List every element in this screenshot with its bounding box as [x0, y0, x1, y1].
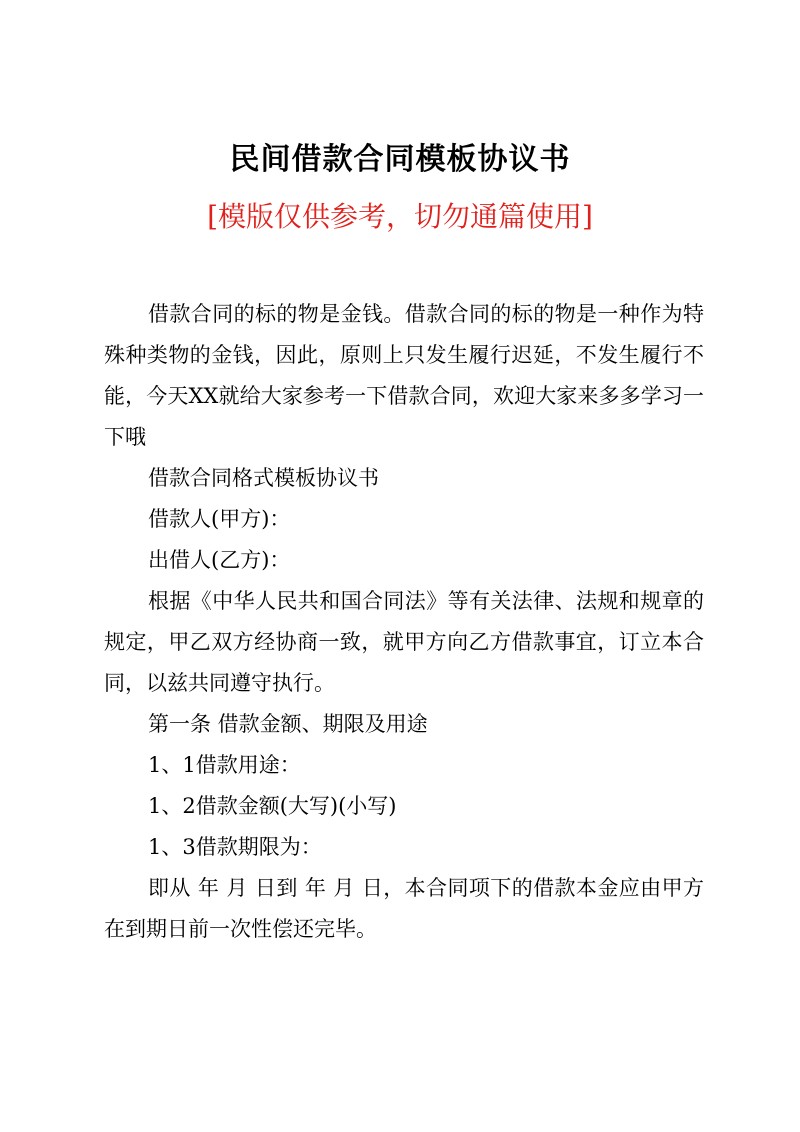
- lender-line: 出借人(乙方)：: [148, 548, 291, 572]
- article-one-heading: 第一条 借款金额、期限及用途: [148, 712, 428, 736]
- document-body: [104, 294, 704, 950]
- clause-1-2: 1、2借款金额(大写)(小写): [148, 794, 397, 818]
- clause-1-3: 1、3借款期限为：: [148, 835, 322, 859]
- clause-1-1: 1、1借款用途：: [148, 753, 301, 777]
- borrower-line: 借款人(甲方)：: [148, 507, 291, 531]
- document-title: 民间借款合同模板协议书: [229, 142, 571, 177]
- legal-basis-paragraph: 根据《中华人民共和国合同法》等有关法律、法规和规章的规定，甲乙双方经协商一致，就甲方向乙方借款事宜，订立本合同，以兹共同遵守执行。: [104, 589, 704, 695]
- term-paragraph: 即从 年 月 日到 年 月 日，本合同项下的借款本金应由甲方在到期日前一次性偿还完毕。: [104, 876, 704, 941]
- intro-paragraph: 借款合同的标的物是金钱。借款合同的标的物是一种作为特殊种类物的金钱，因此，原则上只发生履行迟延，不发生履行不能，今天XX就给大家参考一下借款合同，欢迎大家来多多学习一下哦: [104, 302, 704, 449]
- template-notice: [模版仅供参考，切勿通篇使用]: [207, 200, 593, 233]
- contract-heading: 借款合同格式模板协议书: [148, 466, 379, 490]
